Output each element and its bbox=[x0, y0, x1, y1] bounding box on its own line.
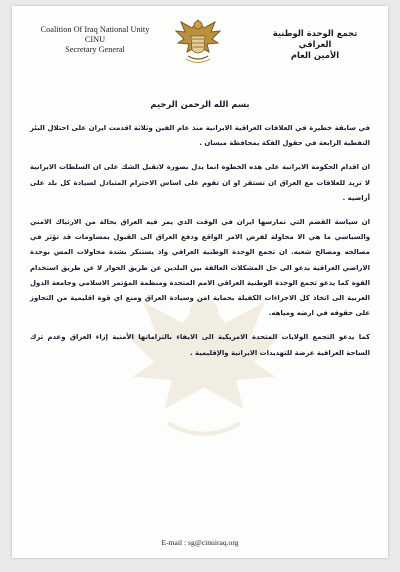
paragraph: ان سياسة القضم التي تمارسها ايران في الوقت الذي يمر فيه العراق بحالة من الارتباك الامني والسياسي ما هي الا محاولة لفرض الامر الواقع ودفع العراق الى القبول بمساومات قد تؤثر في مصالحه ومصالح شعبه. ان تجمع الوحدة الوطنية العراقي واذ يستنكر بشدة محاولات المس بوحدة الاراضي العراقية يدعو الى حل المشكلات العالقة بين البلدين عن طريق الحوار لا عن طريق استخدام القوة كما يدعو تجمع الوحدة الوطنية العراقي الامم المتحدة ومنظمة المؤتمر الاسلامي وجامعة الدول العربية الى اتخاذ كل الاجراءات الكفيلة بحماية امن وسيادة العراق ومنع اي قوة اقليمية من التجاوز على حقوقه في ارضه ومياهه. bbox=[30, 218, 370, 318]
org-name-ar: تجمع الوحدة الوطنية العراقي bbox=[272, 28, 358, 49]
paragraph: كما يدعو التجمع الولايات المتحدة الامريكية الى الايفاء بالتزاماتها الأمنية إزاء العراق وعدم ترك الساحة العراقية عرضة للتهديدات الايرانية والإقليمية . bbox=[30, 333, 370, 357]
org-title-ar: الأمين العام bbox=[290, 50, 340, 60]
letter-body bbox=[30, 98, 370, 370]
org-title-en: Secretary General bbox=[65, 45, 125, 55]
org-name-en: Coalition Of Iraq National Unity bbox=[40, 25, 150, 34]
org-block-ar bbox=[260, 28, 370, 61]
footer-email: E-mail : sg@cinuiraq.org bbox=[161, 538, 239, 547]
org-abbrev-en: CINU bbox=[84, 35, 106, 45]
basmala: بسم الله الرحمن الرحيم bbox=[150, 99, 250, 109]
paragraph: في سابقة خطيرة في العلاقات العراقية الايرانية منذ عام الفين وثلاثة اقدمت ايران على احتلال البئر النفطية الرابعة في حقول الفكة بمحافظة ميسان . bbox=[30, 124, 370, 148]
paragraph: ان اقدام الحكومة الايرانية على هذه الخطوة انما يدل بصورة لاتقبل الشك على ان السلطات الايرانية لا تريد للعلاقات مع العراق ان تستقر او ان تقوم على اساس الاحترام المتبادل لسيادة كل بلد على أراضيه . bbox=[30, 163, 370, 202]
letterhead bbox=[12, 6, 388, 72]
eagle-emblem-icon bbox=[172, 12, 224, 68]
letter-page bbox=[12, 6, 388, 558]
org-block-en bbox=[26, 25, 164, 56]
